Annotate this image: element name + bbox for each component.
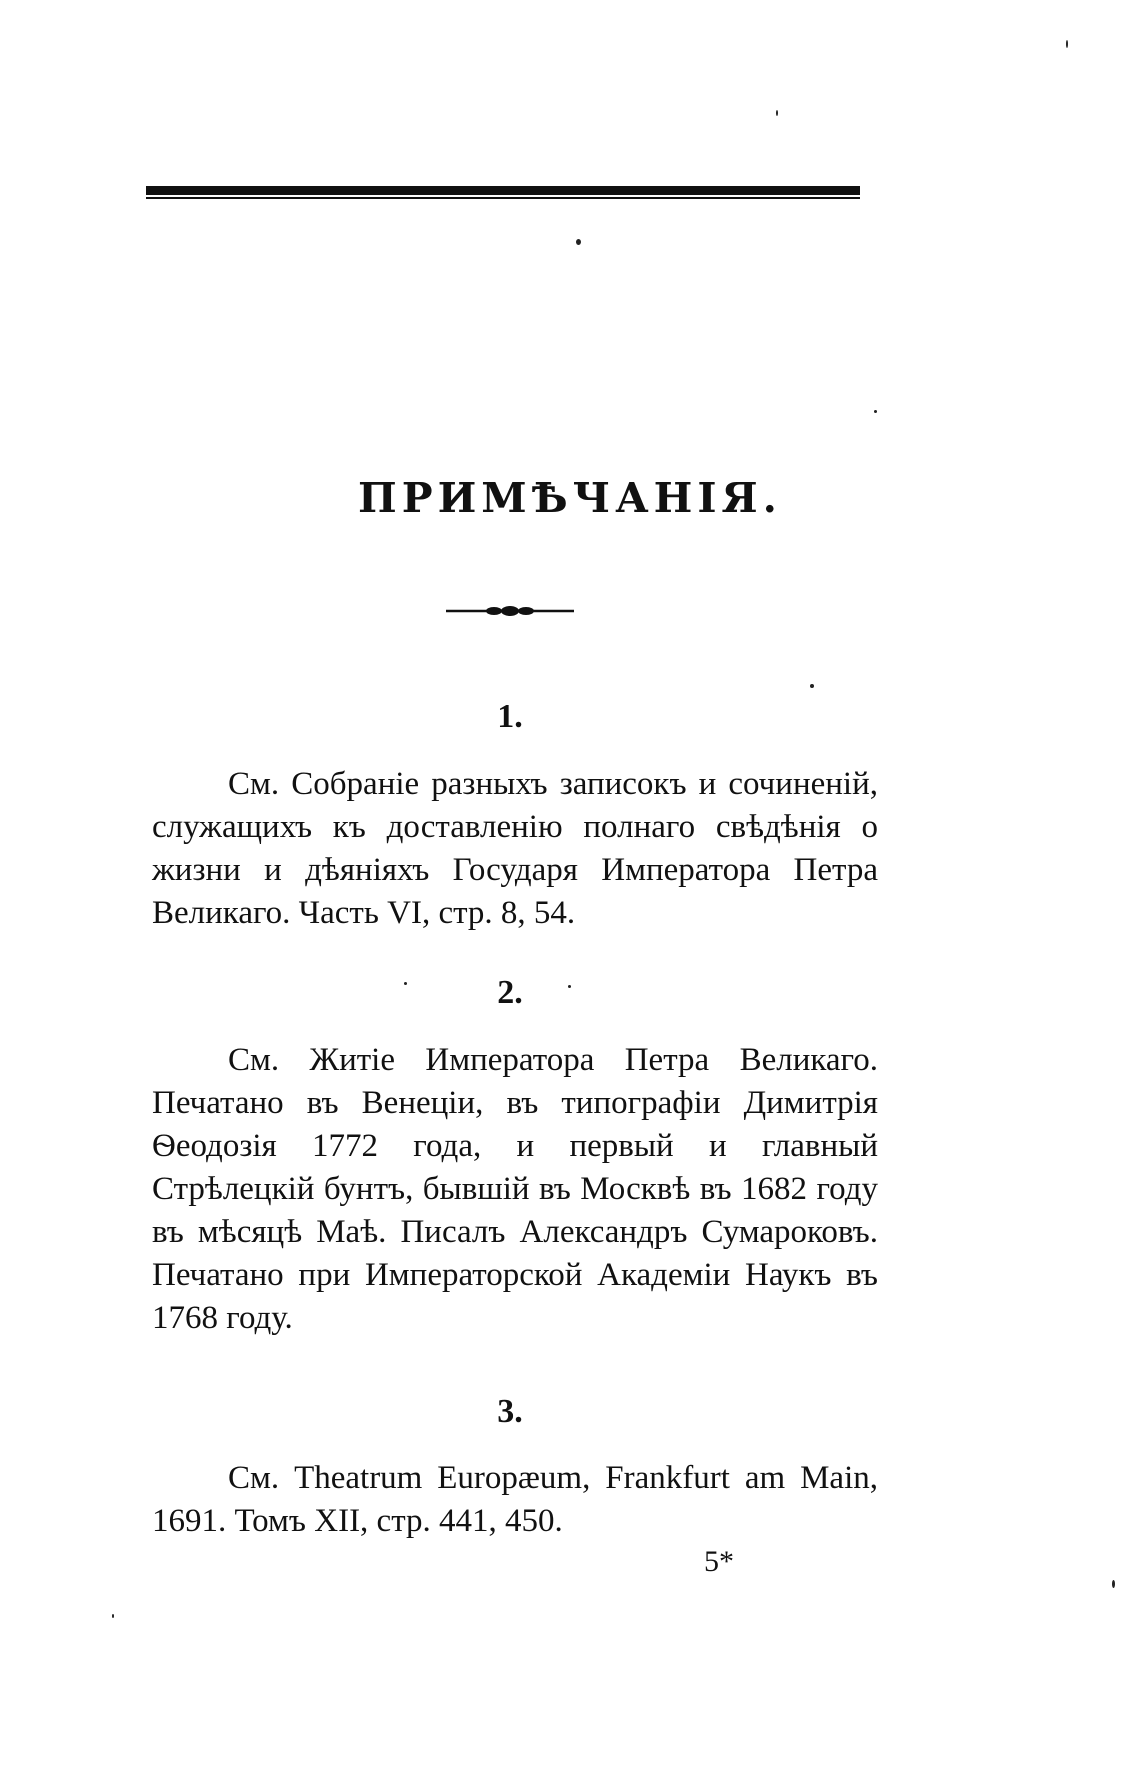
scan-speck (112, 1614, 114, 1618)
note-number-1: 1. (497, 698, 523, 735)
note-number-3: 3. (497, 1393, 523, 1430)
top-rule-thin-line (146, 197, 860, 199)
printer-signature-mark: 5* (704, 1545, 734, 1578)
note-text-3: См. Theatrum Europæum, Frankfurt am Main, 1691. Томъ XII, стр. 441, 450. (152, 1460, 878, 1539)
top-rule-thick-line (146, 186, 860, 195)
scan-speck (1066, 40, 1068, 48)
heading-ornament (446, 605, 574, 617)
scan-speck (810, 684, 814, 688)
note-text-2: См. Житіе Императора Петра Великаго. Печатано въ Венеціи, въ типографіи Димитрія Ѳеодозія 1772 года, и первый и главный Стрѣлецкій бунтъ, бывшій въ Москвѣ въ 1682 году въ мѣсяцѣ Маѣ. Писалъ Александръ Сумароковъ. Печатано при Императорской Академіи Наукъ въ 1768 году. (152, 1042, 878, 1336)
note-text-1: См. Собраніе разныхъ записокъ и сочиненій, служащихъ къ доставленію полнаго свѣдѣнія о жизни и дѣяніяхъ Государя Императора Петра Великаго. Часть VI, стр. 8, 54. (152, 766, 878, 931)
note-number-2: 2. (497, 974, 523, 1011)
scan-speck (776, 110, 778, 116)
top-double-rule (146, 186, 860, 200)
scan-speck (874, 410, 877, 413)
page-heading: ПРИМѢЧАНІЯ. (358, 474, 782, 522)
scan-speck (1112, 1580, 1115, 1588)
scan-speck (576, 239, 581, 245)
